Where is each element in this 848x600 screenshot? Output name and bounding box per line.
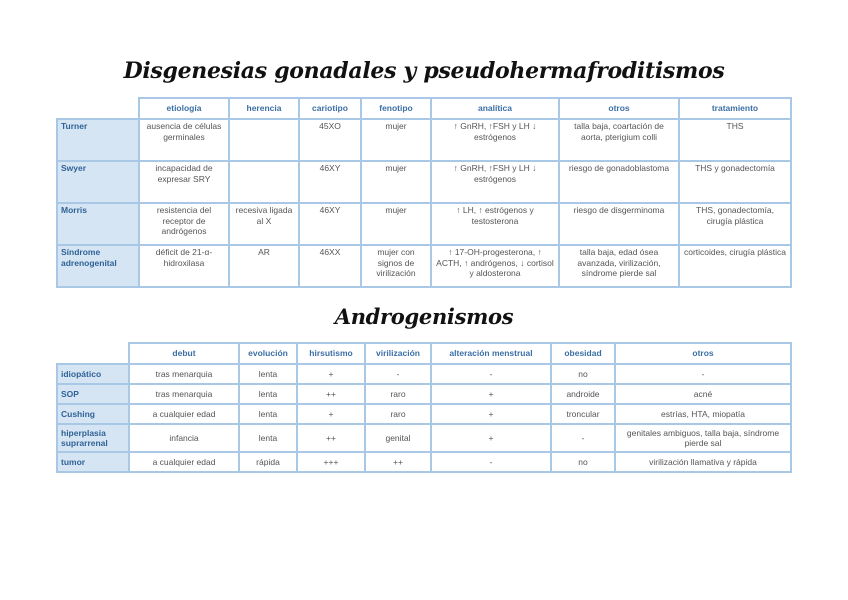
table-cell: ++ (365, 452, 431, 472)
androgenismos-table (56, 342, 792, 473)
table-cell: - (431, 452, 551, 472)
table-cell: ↑ 17-OH-progesterona, ↑ ACTH, ↑ andrógenos, ↓ cortisol y aldosterona (431, 245, 559, 287)
table-row (57, 364, 791, 384)
table-row (57, 119, 791, 161)
table-cell: + (297, 364, 365, 384)
table-cell: mujer con signos de virilización (361, 245, 431, 287)
table-cell: rápida (239, 452, 297, 472)
table-cell: + (297, 404, 365, 424)
table-cell: mujer (361, 203, 431, 245)
table-cell: - (365, 364, 431, 384)
table-cell: lenta (239, 384, 297, 404)
table-cell: lenta (239, 424, 297, 452)
table-cell: talla baja, coartación de aorta, pterigium colli (559, 119, 679, 161)
table-cell: ++ (297, 424, 365, 452)
table-cell: tras menarquia (129, 364, 239, 384)
row-header: SOP (57, 384, 129, 404)
table-cell: riesgo de disgerminoma (559, 203, 679, 245)
table-cell (229, 161, 299, 203)
table-cell: + (431, 404, 551, 424)
table-cell: troncular (551, 404, 615, 424)
table-cell: 46XY (299, 161, 361, 203)
table-cell: raro (365, 404, 431, 424)
table-cell: THS (679, 119, 791, 161)
table-cell: infancia (129, 424, 239, 452)
table-cell: genitales ambiguos, talla baja, síndrome pierde sal (615, 424, 791, 452)
row-header: Turner (57, 119, 139, 161)
table-cell (229, 119, 299, 161)
table-header-row (57, 343, 791, 364)
column-header: herencia (229, 98, 299, 119)
table-cell: tras menarquia (129, 384, 239, 404)
table-cell: ↑ GnRH, ↑FSH y LH ↓ estrógenos (431, 161, 559, 203)
table-cell: no (551, 452, 615, 472)
row-header: Morris (57, 203, 139, 245)
table-cell: mujer (361, 161, 431, 203)
table-cell: virilización llamativa y rápida (615, 452, 791, 472)
table-cell: riesgo de gonadoblastoma (559, 161, 679, 203)
table-cell: - (615, 364, 791, 384)
table-cell: THS, gonadectomía, cirugía plástica (679, 203, 791, 245)
table-cell: recesiva ligada al X (229, 203, 299, 245)
table-cell: incapacidad de expresar SRY (139, 161, 229, 203)
table-cell: - (551, 424, 615, 452)
table-cell: acné (615, 384, 791, 404)
column-header: otros (559, 98, 679, 119)
table-cell: lenta (239, 404, 297, 424)
table-cell: + (431, 384, 551, 404)
column-header: etiología (139, 98, 229, 119)
table-row (57, 203, 791, 245)
table-cell: genital (365, 424, 431, 452)
table-cell: estrías, HTA, miopatía (615, 404, 791, 424)
column-header: fenotipo (361, 98, 431, 119)
table-cell: 46XY (299, 203, 361, 245)
table-cell: raro (365, 384, 431, 404)
table-row (57, 404, 791, 424)
table-row (57, 161, 791, 203)
table-cell: THS y gonadectomía (679, 161, 791, 203)
header-corner (57, 98, 139, 119)
table-cell: ausencia de células germinales (139, 119, 229, 161)
table-cell: a cualquier edad (129, 404, 239, 424)
row-header: Cushing (57, 404, 129, 424)
row-header: idiopático (57, 364, 129, 384)
table-cell: androide (551, 384, 615, 404)
table-row (57, 424, 791, 452)
table-cell: +++ (297, 452, 365, 472)
table-cell: no (551, 364, 615, 384)
column-header: virilización (365, 343, 431, 364)
table-cell: 45XO (299, 119, 361, 161)
table-row (57, 452, 791, 472)
header-corner (57, 343, 129, 364)
column-header: analítica (431, 98, 559, 119)
table-cell: a cualquier edad (129, 452, 239, 472)
table-header-row (57, 98, 791, 119)
section1-title: Disgenesias gonadales y pseudohermafroditismos (123, 58, 725, 84)
table-cell: ↑ LH, ↑ estrógenos y testosterona (431, 203, 559, 245)
section2-title: Androgenismos (334, 304, 514, 329)
table-cell: 46XX (299, 245, 361, 287)
table-cell: corticoides, cirugía plástica (679, 245, 791, 287)
column-header: debut (129, 343, 239, 364)
table-cell: resistencia del receptor de andrógenos (139, 203, 229, 245)
table-cell: mujer (361, 119, 431, 161)
row-header: Síndrome adrenogenital (57, 245, 139, 287)
table-cell: AR (229, 245, 299, 287)
column-header: cariotipo (299, 98, 361, 119)
table-row (57, 384, 791, 404)
table-cell: ↑ GnRH, ↑FSH y LH ↓ estrógenos (431, 119, 559, 161)
table-cell: + (431, 424, 551, 452)
table-cell: déficit de 21-α-hidroxilasa (139, 245, 229, 287)
column-header: tratamiento (679, 98, 791, 119)
row-header: Swyer (57, 161, 139, 203)
table-cell: - (431, 364, 551, 384)
disgenesias-table (56, 97, 792, 288)
table-row (57, 245, 791, 287)
table-cell: lenta (239, 364, 297, 384)
row-header: tumor (57, 452, 129, 472)
table-cell: ++ (297, 384, 365, 404)
column-header: evolución (239, 343, 297, 364)
column-header: alteración menstrual (431, 343, 551, 364)
column-header: obesidad (551, 343, 615, 364)
column-header: hirsutismo (297, 343, 365, 364)
table-cell: talla baja, edad ósea avanzada, virilización, síndrome pierde sal (559, 245, 679, 287)
row-header: hiperplasia suprarrenal (57, 424, 129, 452)
column-header: otros (615, 343, 791, 364)
